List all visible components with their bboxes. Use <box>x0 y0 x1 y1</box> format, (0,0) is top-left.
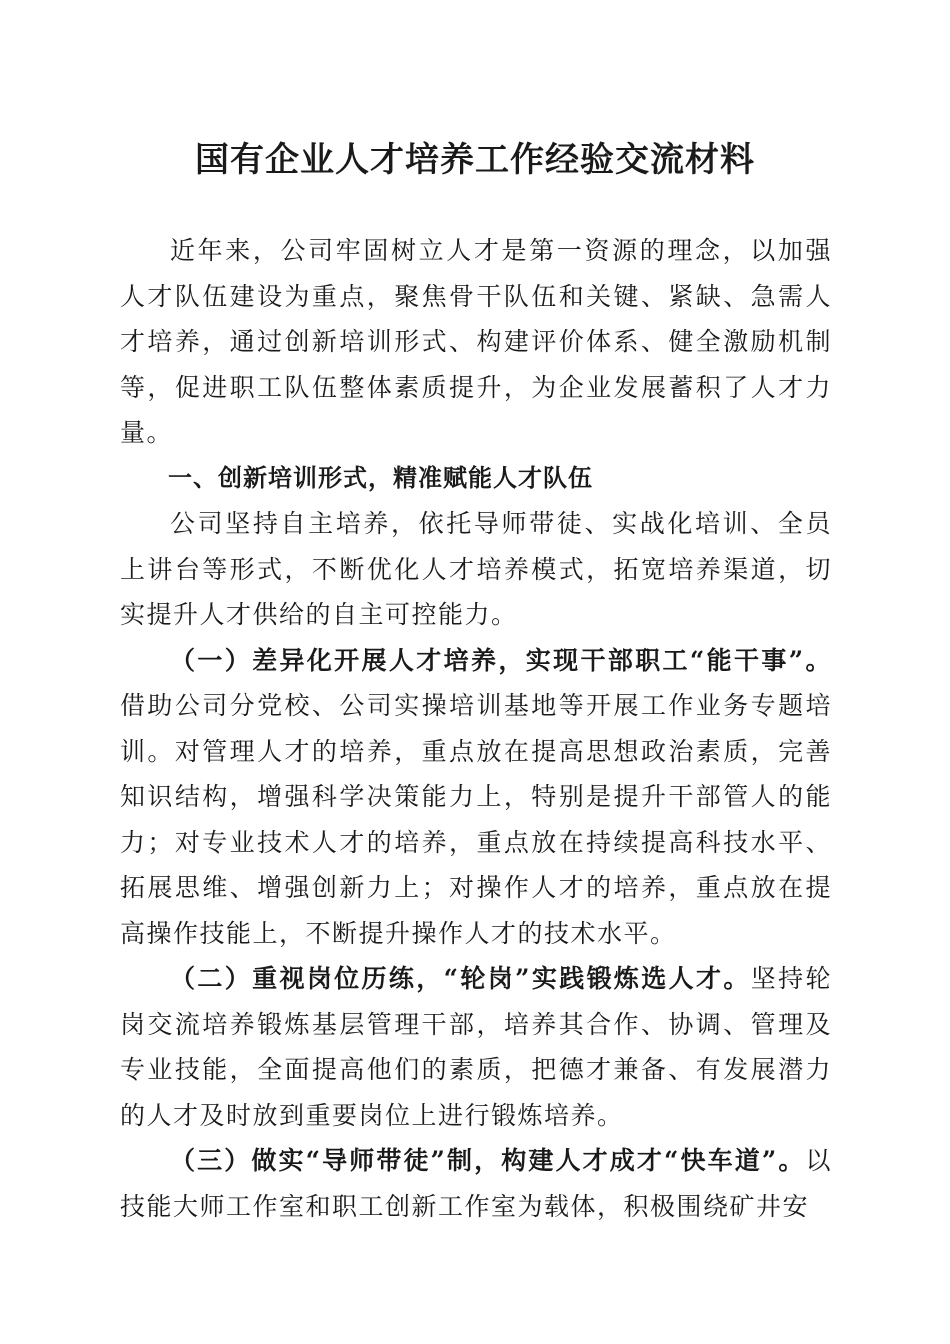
section-1-item-2 <box>120 956 832 1138</box>
section-heading-1: 一、创新培训形式，精准赋能人才队伍 <box>168 463 593 492</box>
section-1-item-1 <box>120 638 832 957</box>
intro-paragraph: 近年来，公司牢固树立人才是第一资源的理念，以加强人才队伍建设为重点，聚焦骨干队伍和关键、紧缺、急需人才培养，通过创新培训形式、构建评价体系、健全激励机制等，促进职工队伍整体素质提升，为企业发展蓄积了人才力量。 <box>120 236 832 447</box>
item-1-subheading: （一）差异化开展人才培养，实现干部职工“能干事”。 <box>170 645 832 675</box>
item-2-subheading: （二）重视岗位历练，“轮岗”实践锻炼选人才。 <box>170 964 751 993</box>
section-1-item-3 <box>120 1138 832 1229</box>
item-3-text: 以技能大师工作室和职工创新工作室为载体，积极围绕矿井安 <box>120 1146 832 1221</box>
section-1-paragraph: 公司坚持自主培养，依托导师带徒、实战化培训、全员上讲台等形式，不断优化人才培养模式，拓宽培养渠道，切实提升人才供给的自主可控能力。 <box>120 509 832 629</box>
item-2-text: 坚持轮岗交流培养锻炼基层管理干部，培养其合作、协调、管理及专业技能，全面提高他们的素质，把德才兼备、有发展潜力的人才及时放到重要岗位上进行锻炼培养。 <box>120 964 832 1130</box>
document-title: 国有企业人才培养工作经验交流材料 <box>195 140 755 180</box>
document-body <box>120 228 832 1229</box>
item-3-subheading: （三）做实“导师带徒”制，构建人才成才“快车道”。 <box>170 1146 806 1175</box>
item-1-text: 借助公司分党校、公司实操培训基地等开展工作业务专题培训。对管理人才的培养，重点放在提高思想政治素质，完善知识结构，增强科学决策能力上，特别是提升干部管人的能力；对专业技术人才的培养，重点放在持续提高科技水平、拓展思维、增强创新力上；对操作人才的培养，重点放在提高操作技能上，不断提升操作人才的技术水平。 <box>120 691 832 948</box>
